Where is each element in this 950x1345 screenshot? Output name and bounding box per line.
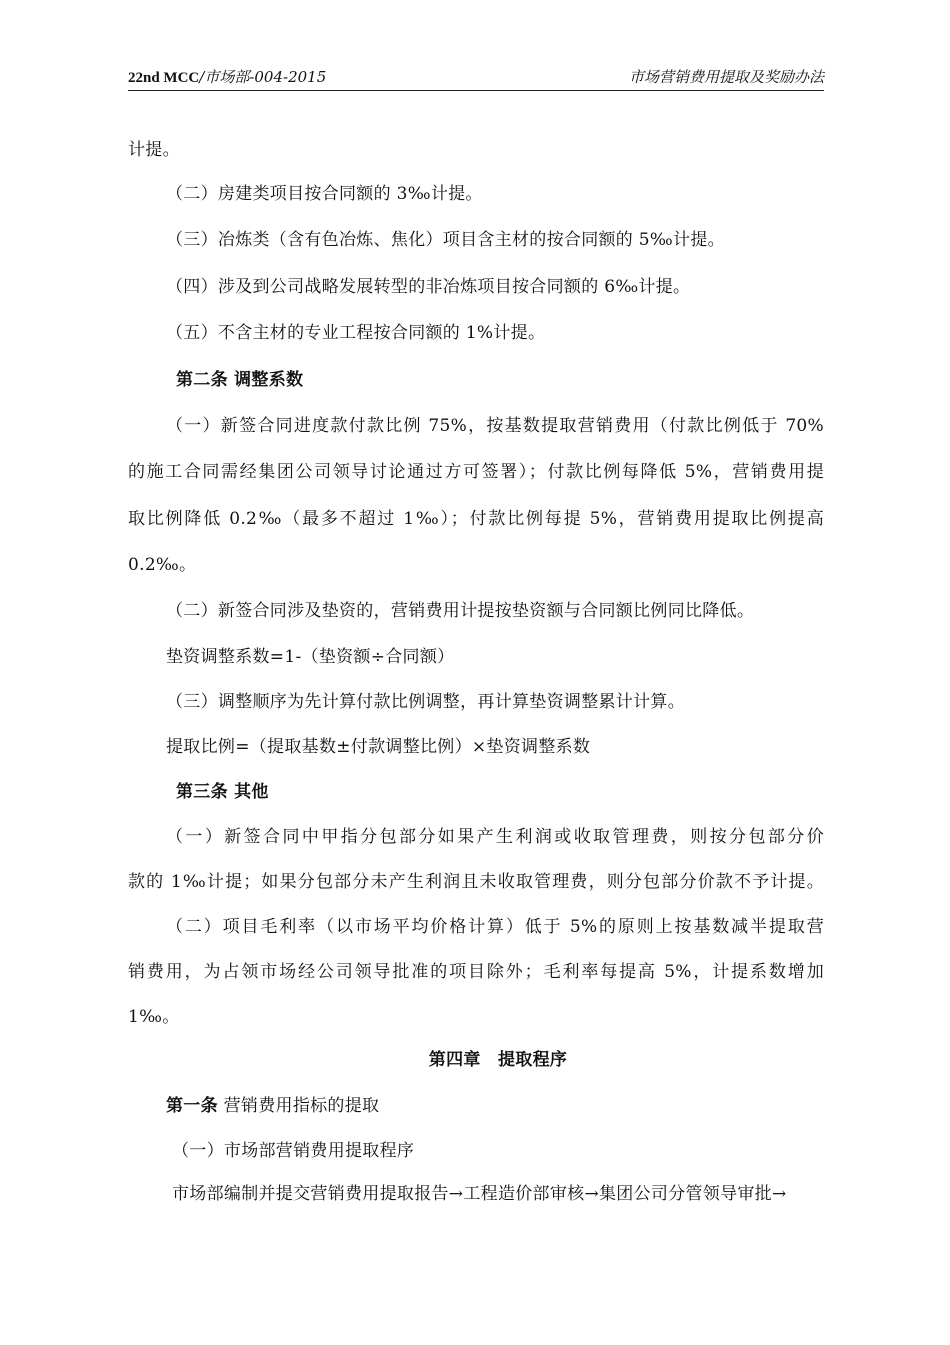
clause-item: （三）调整顺序为先计算付款比例调整，再计算垫资调整累计计算。 [166,692,685,712]
document-code [128,66,326,87]
body-line: 计提。 [128,140,180,160]
body-line: 0.2‰。 [128,555,197,575]
clause-item: （三）冶炼类（含有色冶炼、焦化）项目含主材的按合同额的 5‰计提。 [166,230,725,250]
page-header [128,64,824,91]
body-line: 的施工合同需经集团公司领导讨论通过方可签署）；付款比例每降低 5%，营销费用提 [128,462,824,482]
body-line: 1‰。 [128,1007,180,1027]
article-heading: 第二条 调整系数 [176,370,304,390]
body-line: 款的 1‰计提；如果分包部分未产生利润且未收取管理费，则分包部分价款不予计提。 [128,872,824,892]
body-line: （二）项目毛利率（以市场平均价格计算）低于 5%的原则上按基数减半提取营 [166,917,824,937]
procedure-flow: 市场部编制并提交营销费用提取报告→工程造价部审核→集团公司分管领导审批→ [172,1184,787,1204]
article-number: 第一条 [166,1096,218,1116]
document-title: 市场营销费用提取及奖励办法 [628,68,824,86]
clause-item: （五）不含主材的专业工程按合同额的 1%计提。 [166,323,546,343]
article-title: 营销费用指标的提取 [223,1096,380,1116]
formula: 垫资调整系数=1-（垫资额÷合同额） [166,647,455,667]
clause-item: （一）市场部营销费用提取程序 [172,1141,415,1161]
article-heading-line [166,1094,824,1118]
formula: 提取比例=（提取基数±付款调整比例）×垫资调整系数 [166,737,591,757]
article-heading: 第三条 其他 [176,782,269,802]
clause-item: （二）新签合同涉及垫资的，营销费用计提按垫资额与合同额比例同比降低。 [166,601,755,621]
clause-item: （二）房建类项目按合同额的 3‰计提。 [166,184,483,204]
body-line: （一）新签合同进度款付款比例 75%，按基数提取营销费用（付款比例低于 70% [166,416,824,436]
document-code-prefix: 22nd MCC [128,70,200,86]
chapter-heading: 第四章 提取程序 [428,1050,568,1070]
clause-item: （四）涉及到公司战略发展转型的非冶炼项目按合同额的 6‰计提。 [166,277,691,297]
body-line: 取比例降低 0.2‰（最多不超过 1‰）；付款比例每提 5%，营销费用提取比例提高 [128,509,824,529]
document-code-suffix: /市场部-004-2015 [199,68,327,86]
body-line: 销费用，为占领市场经公司领导批准的项目除外；毛利率每提高 5%，计提系数增加 [128,962,824,982]
body-line: （一）新签合同中甲指分包部分如果产生利润或收取管理费，则按分包部分价 [166,827,824,847]
